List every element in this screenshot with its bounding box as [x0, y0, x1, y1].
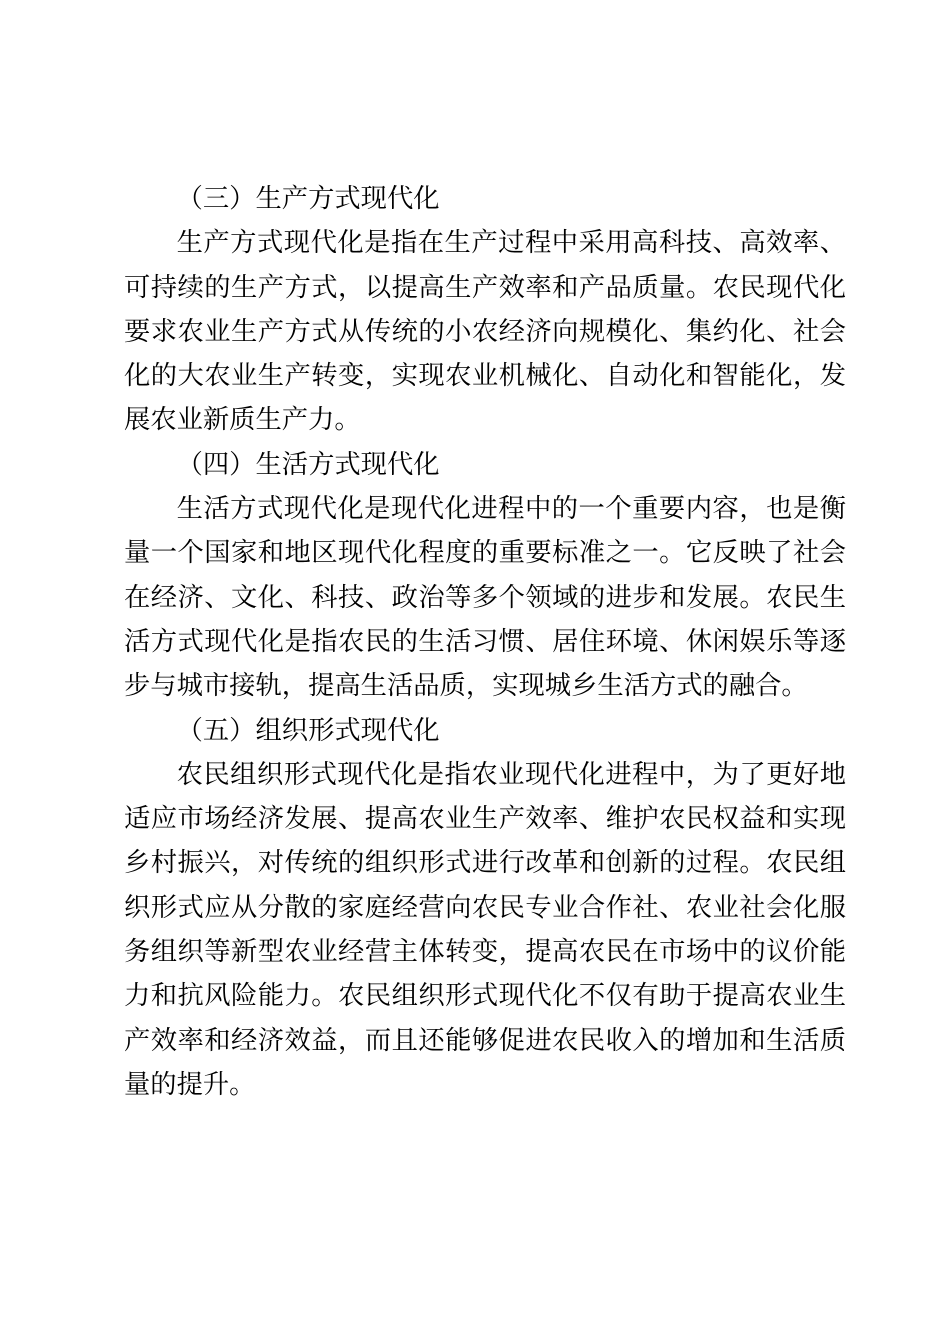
section-heading-4: （四）生活方式现代化: [176, 448, 440, 479]
section-heading-5: （五）组织形式现代化: [176, 714, 440, 745]
section-paragraph-3: 生产方式现代化是指在生产过程中采用高科技、高效率、可持续的生产方式，以提高生产效率和产品质量。农民现代化要求农业生产方式从传统的小农经济向规模化、集约化、社会化的大农业生产转变，实现农业机械化、自动化和智能化，发展农业新质生产力。: [124, 227, 846, 435]
document-text-block: [124, 176, 846, 1106]
section-paragraph-5: 农民组织形式现代化是指农业现代化进程中，为了更好地适应市场经济发展、提高农业生产效率、维护农民权益和实现乡村振兴，对传统的组织形式进行改革和创新的过程。农民组织形式应从分散的家庭经营向农民专业合作社、农业社会化服务组织等新型农业经营主体转变，提高农民在市场中的议价能力和抗风险能力。农民组织形式现代化不仅有助于提高农业生产效率和经济效益，而且还能够促进农民收入的增加和生活质量的提升。: [124, 758, 846, 1099]
section-heading-3: （三）生产方式现代化: [176, 183, 440, 213]
section-paragraph-4: 生活方式现代化是现代化进程中的一个重要内容，也是衡量一个国家和地区现代化程度的重要标准之一。它反映了社会在经济、文化、科技、政治等多个领域的进步和发展。农民生活方式现代化是指农民的生活习惯、居住环境、休闲娱乐等逐步与城市接轨，提高生活品质，实现城乡生活方式的融合。: [124, 493, 846, 701]
